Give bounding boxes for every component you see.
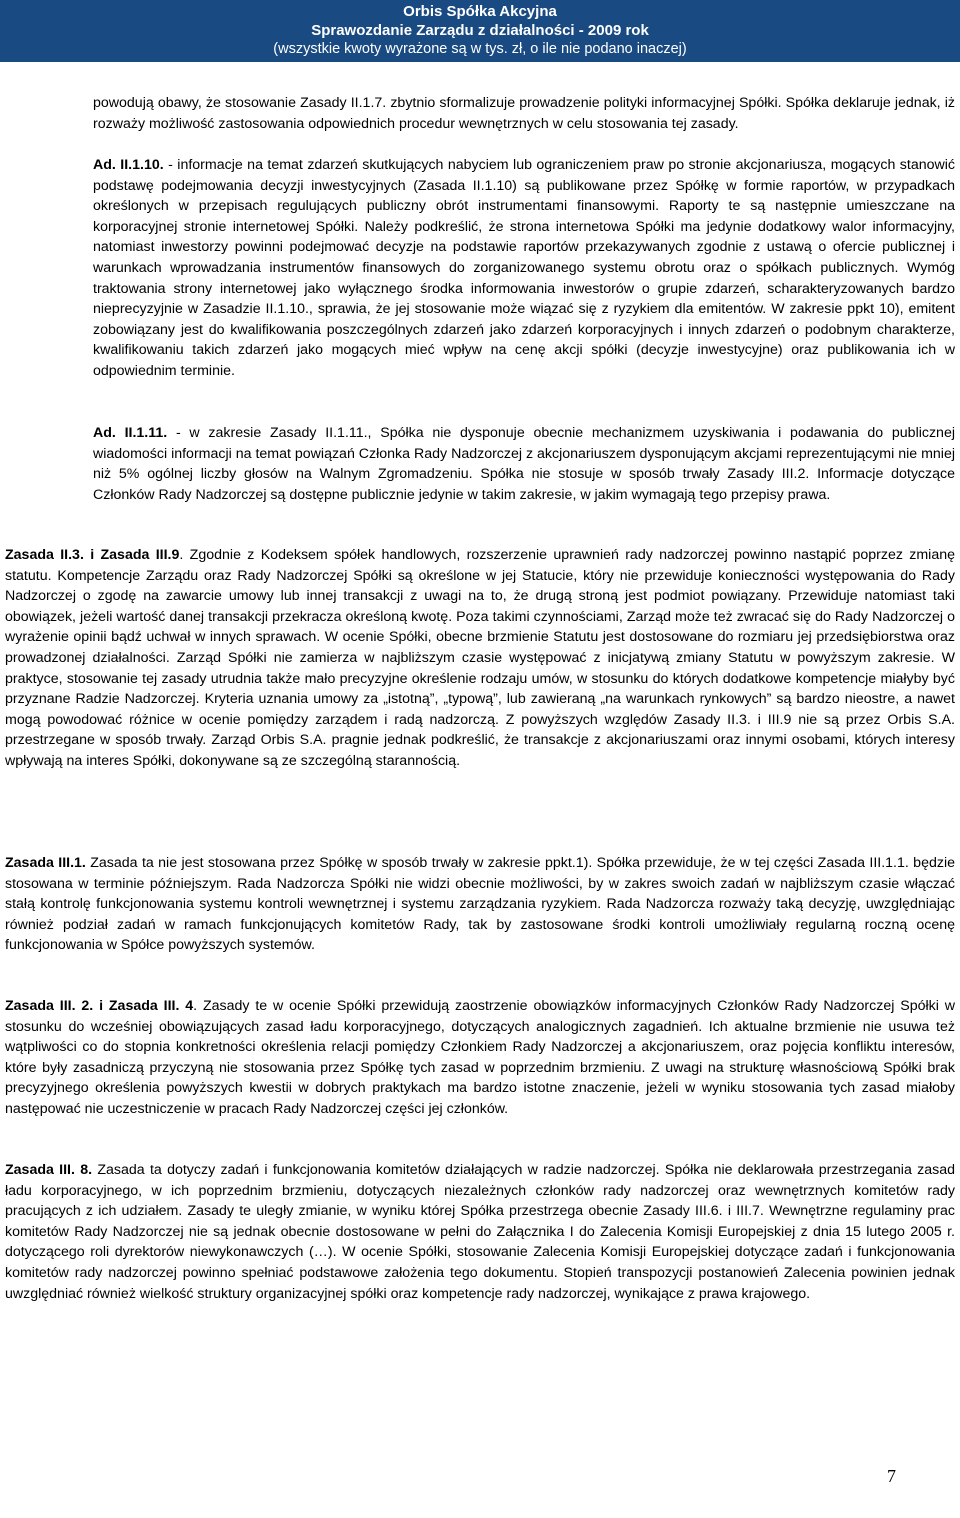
paragraph-text: . Zgodnie z Kodeksem spółek handlowych, rozszerzenie uprawnień rady nadzorczej powinno nastąpić poprzez zmianę statutu. Kompetencje Zarządu oraz Rady Nadzorczej Spółki są określone w jej Statucie, który nie przewiduje konieczności występowania do Rady Nadzorczej o zgodę na zawarcie umowy lub innej transakcji z uwagi na to, że drugą stroną jest podmiot powiązany. Przewiduje natomiast taki obowiązek, jeżeli wartość danej transakcji przekracza określoną kwotę. Poza takimi czynnościami, Zarząd może też zwracać się do Rady Nadzorczej o wyrażenie opinii bądź uchwał w innych sprawach. W ocenie Spółki, obecne brzmienie Statutu jest dostosowane do rozmiaru jej przedsiębiorstwa oraz prowadzonej działalności. Zarząd Spółki nie zamierza w najbliższym czasie występować z inicjatywą zmiany Statutu w powyższym zakresie. W praktyce, stosowanie tej zasady utrudnia także mało precyzyjne określenie rodzaju umów, w stosunku do których dodatkowe kompetencje miałyby być przyznane Radzie Nadzorczej. Kryteria uznania umowy za „istotną”, „typową”, lub zawieraną „na warunkach rynkowych” są bardzo nieostre, a nawet mogą powodować różnice w ocenie pomiędzy zarządem i radą nadzorczą. Z powyższych względów Zasady II.3. i III.9 nie są przez Orbis S.A. przestrzegane w sposób trwały. Zarząd Orbis S.A. pragnie jednak podkreślić, że transakcje z akcjonariuszami oraz innymi osobami, których interesy wpływają na interes Spółki, dokonywane są ze szczególną starannością. (5, 547, 956, 769)
paragraph-text: - informacje na temat zdarzeń skutkujących nabyciem lub ograniczeniem praw po stronie akcjonariusza, mogących stanowić podstawę podejmowania decyzji inwestycyjnych (Zasada II.1.10) są publikowane przez Spółkę w formie raportów, w przypadkach określonych w przepisach regulujących publiczny obrót instrumentami finansowymi. Raporty te są następnie umieszczane na korporacyjnej stronie internetowej Spółki. Należy podkreślić, że strona internetowa Spółki ma jedynie dodatkowy walor informacyjny, natomiast inwestorzy powinni podejmować decyzje na podstawie raportów przekazywanych zgodnie z ustawą o ofercie publicznej i warunkach wprowadzania instrumentów finansowych do zorganizowanego systemu obrotu oraz o spółkach publicznych. Wymóg traktowania strony internetowej jako wyłącznego środka informowania inwestorów o grupie zdarzeń, scharakteryzowanych bardzo nieprecyzyjnie w Zasadzie II.1.10., sprawia, że jej stosowanie może wiązać się z ryzykiem dla emitentów. W zakresie ppkt 10), emitent zobowiązany jest do kwalifikowania poszczególnych zdarzeń jako zdarzeń korporacyjnych i innych zdarzeń o podobnym charakterze, kwalifikowaniu takich zdarzeń jako mogących mieć wpływ na cenę akcji spółki (decyzje inwestycyjne) oraz publikowania ich w odpowiednim terminie. (93, 157, 955, 379)
page-number: 7 (887, 1466, 896, 1486)
company-name: Orbis Spółka Akcyjna (403, 3, 557, 20)
paragraph-text: Zasada ta dotyczy zadań i funkcjonowania komitetów działających w radzie nadzorczej. Spółka nie deklarowała przestrzegania zasad ładu korporacyjnego, w ich poprzednim brzmieniu, dotyczących niezależnych członków rady nadzorczej oraz wewnętrznych komitetów rady pracujących z ich udziałem. Zasady te uległy zmianie, w wyniku której Spółka przestrzega obecnie Zasady III.6. i III.7. Wewnętrzne regulaminy prac komitetów Rady Nadzorczej nie są jednak obecnie dostosowane w pełni do Załącznika I do Zalecenia Komisji Europejskiej z dnia 15 lutego 2005 r. dotyczącego roli dyrektorów niewykonawczych (…). W ocenie Spółki, stosowanie Zalecenia Komisji Europejskiej dotyczące zadań i funkcjonowania komitetów rady nadzorczej powinno spełniać podstawowe założenia tego dokumentu. Stopień transpozycji postanowień Zalecenia powinien jednak uwzględniać również wielkość struktury organizacyjnej spółki oraz kompetencje rady nadzorczej, wynikające z prawa krajowego. (5, 1162, 955, 1302)
amounts-note: (wszystkie kwoty wyrażone są w tys. zł, o ile nie podano inaczej) (273, 41, 687, 57)
report-header (0, 0, 960, 62)
paragraph-zasada-ii-3-iii-9 (5, 545, 955, 772)
paragraph-text: Zasada ta nie jest stosowana przez Spółkę w sposób trwały w zakresie ppkt.1). Spółka przewiduje, że w tej części Zasada III.1.1. będzie stosowana w terminie późniejszym. Rada Nadzorcza Spółki nie widzi obecnie możliwości, by w zakres swoich zadań w najbliższym czasie włączać stałą kontrolę funkcjonowania systemu kontroli wewnętrznej i systemu zarządzania ryzykiem. Rada Nadzorcza rozważy taką decyzję, uwzględniając również podział zadań w ramach funkcjonujących komitetów Rady, tak by zastosowane środki kontroli umożliwiały regularną roczną ocenę funkcjonowania w Spółce powyższych systemów. (5, 855, 955, 954)
paragraph-label: Zasada III.1. (5, 855, 86, 871)
paragraph-text: - w zakresie Zasady II.1.11., Spółka nie dysponuje obecnie mechanizmem uzyskiwania i podawania do publicznej wiadomości informacji na temat powiązań Członka Rady Nadzorczej z akcjonariuszem dysponującym akcjami reprezentującymi nie mniej niż 5% ogólnej liczby głosów na Walnym Zgromadzeniu. Spółka nie stosuje w sposób trwały Zasady III.2. Informacje dotyczące Członków Rady Nadzorczej są dostępne publicznie jedynie w takim zakresie, w jakim wymagają tego przepisy prawa. (93, 425, 955, 503)
paragraph-zasada-iii-8 (5, 1160, 955, 1304)
paragraph-label: Ad. II.1.11. (93, 425, 168, 441)
paragraph-ad-ii-1-10 (93, 155, 955, 382)
paragraph-zasada-iii-2-iii-4 (5, 996, 955, 1120)
paragraph-text: . Zasady te w ocenie Spółki przewidują zaostrzenie obowiązków informacyjnych Członków Rady Nadzorczej Spółki w stosunku do wcześniej obowiązujących zasad ładu korporacyjnego, dotyczących analogicznych zagadnień. Ich aktualne brzmienie nie usuwa też wątpliwości co do stopnia konkretności określenia relacji pomiędzy Członkiem Rady Nadzorczej a akcjonariuszem, oraz pojęcia konfliktu interesów, które były zasadniczą przyczyną nie stosowania przez Spółkę tych zasad w poprzednim brzmieniu. Z uwagi na strukturę własnościową Spółki brak precyzyjnego określenia powyższych kwestii w dobrych praktykach ma bardzo istotne znaczenie, jeżeli w wyniku stosowania tych zasad miałoby następować nie uczestniczenie w pracach Rady Nadzorczej części jej członków. (5, 998, 955, 1117)
paragraph-ad-ii-1-11 (93, 423, 955, 505)
paragraph-ii-1-7-continuation (93, 93, 955, 134)
paragraph-label: Ad. II.1.10. (93, 157, 164, 173)
paragraph-label: Zasada II.3. i Zasada III.9 (5, 547, 180, 563)
paragraph-label: Zasada III. 8. (5, 1162, 93, 1178)
paragraph-zasada-iii-1 (5, 853, 955, 956)
paragraph-text: powodują obawy, że stosowanie Zasady II.1.7. zbytnio sformalizuje prowadzenie polityki informacyjnej Spółki. Spółka deklaruje jednak, iż rozważy możliwość zastosowania odpowiednich procedur wewnętrznych w celu stosowania tej zasady. (93, 95, 955, 132)
report-title: Sprawozdanie Zarządu z działalności - 2009 rok (311, 22, 649, 39)
paragraph-label: Zasada III. 2. i Zasada III. 4 (5, 998, 194, 1014)
